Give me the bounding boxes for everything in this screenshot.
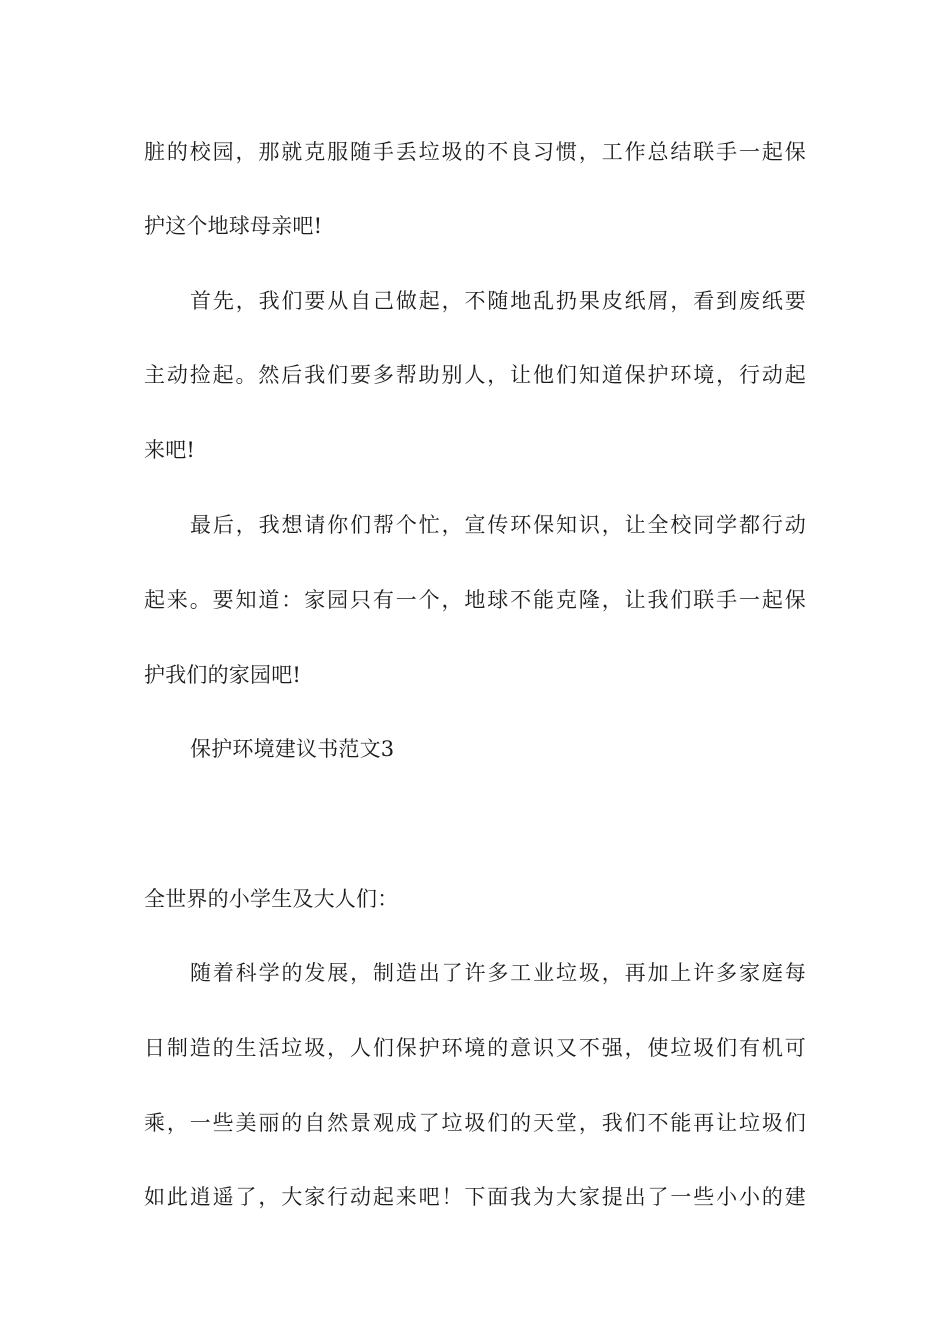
paragraph-first-line: 首先，我们要从自己做起，不随地乱扔果皮纸屑，看到废纸要	[190, 289, 806, 313]
text-line: 乘，一些美丽的自然景观成了垃圾们的天堂，我们不能再让垃圾们	[144, 1111, 806, 1135]
salutation: 全世界的小学生及大人们：	[144, 887, 399, 911]
text-line: 来吧!	[144, 438, 196, 462]
paragraph-first-line: 随着科学的发展，制造出了许多工业垃圾，再加上许多家庭每	[190, 961, 806, 985]
text-line: 主动捡起。然后我们要多帮助别人，让他们知道保护环境，行动起	[144, 363, 806, 387]
text-line: 起来。要知道：家园只有一个，地球不能克隆，让我们联手一起保	[144, 588, 806, 612]
text-line: 护这个地球母亲吧!	[144, 214, 323, 238]
text-line: 日制造的生活垃圾，人们保护环境的意识又不强，使垃圾们有机可	[144, 1036, 806, 1060]
text-line: 脏的校园，那就克服随手丢垃圾的不良习惯，工作总结联手一起保	[144, 140, 806, 164]
text-line: 护我们的家园吧!	[144, 663, 302, 687]
section-heading: 保护环境建议书范文3	[190, 737, 395, 761]
paragraph-first-line: 最后，我想请你们帮个忙，宣传环保知识，让全校同学都行动	[190, 513, 806, 537]
text-line: 如此逍遥了，大家行动起来吧！下面我为大家提出了一些小小的建	[144, 1185, 806, 1209]
